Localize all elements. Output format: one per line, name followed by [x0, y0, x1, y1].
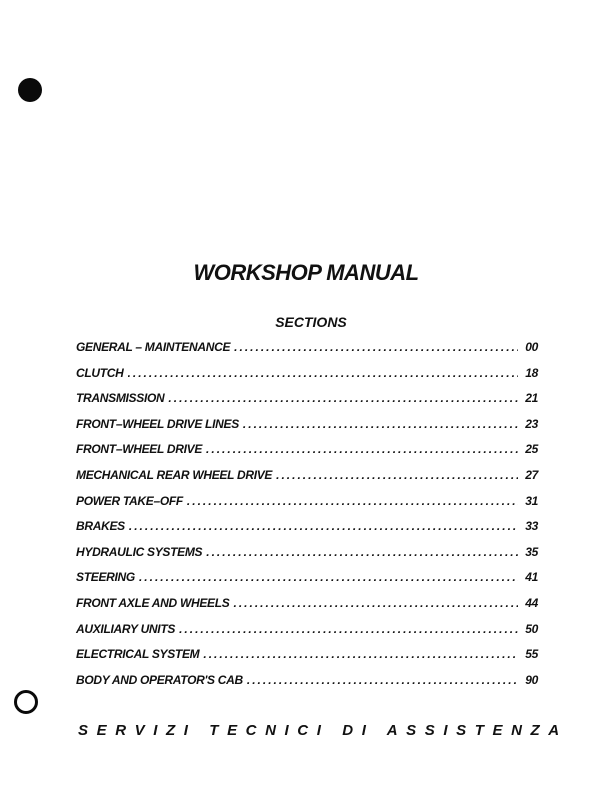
- toc-entry-title: BODY AND OPERATOR'S CAB: [76, 672, 243, 687]
- toc-entry-steering: [76, 570, 538, 596]
- toc-entry-title: TRANSMISSION: [76, 391, 165, 406]
- dot-leader: [276, 468, 518, 482]
- toc-entry-page: 18: [525, 365, 538, 380]
- document-title: WORKSHOP MANUAL: [193, 260, 419, 285]
- toc-entry-front-wheel-drive-lines: [76, 417, 538, 443]
- dot-leader: [233, 596, 518, 610]
- toc-entry-page: 25: [525, 442, 538, 457]
- dot-leader: [179, 622, 518, 636]
- toc-entry-title: MECHANICAL REAR WHEEL DRIVE: [76, 467, 273, 482]
- dot-leader: [206, 442, 518, 456]
- toc-entry-title: BRAKES: [76, 519, 125, 534]
- dot-leader: [187, 494, 518, 508]
- toc-entry-title: CLUTCH: [76, 365, 124, 380]
- dot-leader: [139, 570, 518, 584]
- dot-leader: [234, 340, 518, 354]
- toc-entry-page: 44: [525, 595, 538, 610]
- dot-leader: [247, 673, 518, 687]
- toc-entry-title: ELECTRICAL SYSTEM: [76, 647, 200, 662]
- toc-entry-title: STEERING: [76, 570, 135, 585]
- toc-entry-power-take-off: [76, 494, 538, 520]
- toc-entry-front-wheel-drive: [76, 442, 538, 468]
- toc-entry-page: 23: [525, 416, 538, 431]
- dot-leader: [168, 391, 518, 405]
- dot-leader: [129, 519, 518, 533]
- toc-entry-title: FRONT–WHEEL DRIVE LINES: [76, 416, 239, 431]
- toc-entry-page: 33: [525, 519, 538, 534]
- footer-service-line: SERVIZI TECNICI DI ASSISTENZA: [78, 722, 568, 739]
- dot-leader: [206, 545, 518, 559]
- toc-entry-title: AUXILIARY UNITS: [76, 621, 176, 636]
- dot-leader: [203, 647, 518, 661]
- toc-entry-auxiliary-units: [76, 622, 538, 648]
- toc-entry-title: POWER TAKE–OFF: [76, 493, 183, 508]
- toc-entry-general-maintenance: [76, 340, 538, 366]
- table-of-contents: [76, 340, 538, 698]
- toc-entry-page: 41: [525, 570, 538, 585]
- toc-entry-page: 21: [525, 391, 538, 406]
- toc-entry-body-and-operators-cab: [76, 673, 538, 699]
- dot-leader: [243, 417, 518, 431]
- toc-entry-title: GENERAL – MAINTENANCE: [76, 340, 231, 354]
- toc-entry-title: FRONT–WHEEL DRIVE: [76, 442, 203, 457]
- sections-heading: SECTIONS: [275, 314, 347, 330]
- toc-entry-page: 27: [525, 467, 538, 482]
- toc-entry-page: 35: [525, 544, 538, 559]
- dot-leader: [128, 366, 518, 380]
- toc-entry-page: 90: [525, 672, 538, 687]
- toc-entry-front-axle-and-wheels: [76, 596, 538, 622]
- binder-hole-open: [14, 690, 38, 714]
- toc-entry-page: 00: [525, 340, 538, 354]
- toc-entry-brakes: [76, 519, 538, 545]
- toc-entry-title: FRONT AXLE AND WHEELS: [76, 595, 230, 610]
- toc-entry-title: HYDRAULIC SYSTEMS: [76, 544, 203, 559]
- toc-entry-page: 55: [525, 647, 538, 662]
- toc-entry-clutch: [76, 366, 538, 392]
- toc-entry-hydraulic-systems: [76, 545, 538, 571]
- toc-entry-electrical-system: [76, 647, 538, 673]
- toc-entry-transmission: [76, 391, 538, 417]
- toc-entry-page: 31: [525, 493, 538, 508]
- toc-entry-page: 50: [525, 621, 538, 636]
- toc-entry-mechanical-rear-wheel-drive: [76, 468, 538, 494]
- binder-hole-filled: [18, 78, 42, 102]
